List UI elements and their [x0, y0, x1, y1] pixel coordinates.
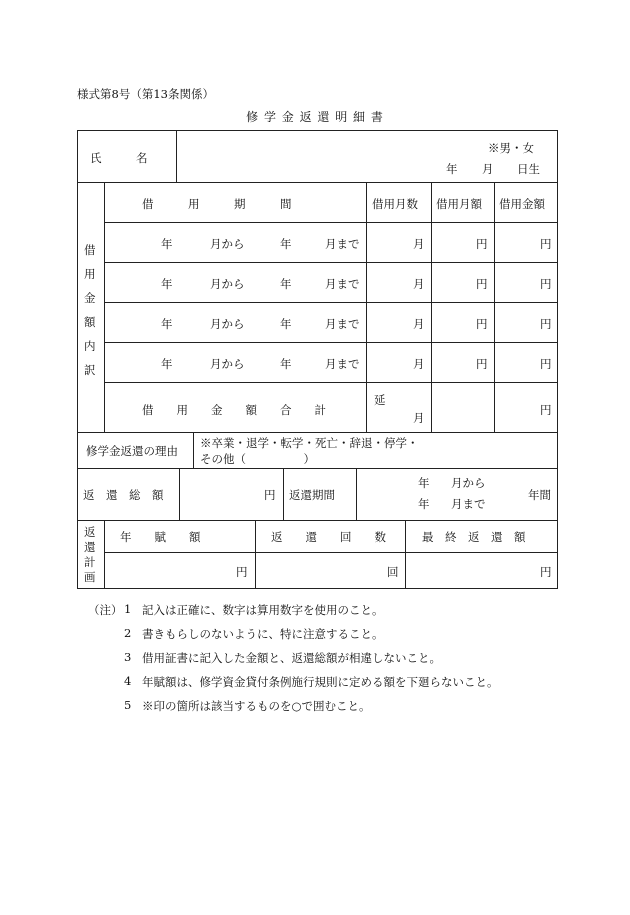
from-year: 年 — [161, 357, 173, 371]
note-number: 3 — [124, 650, 132, 664]
plan-count-unit: 回 — [387, 565, 399, 579]
to-month: 月まで — [325, 357, 360, 371]
loan-side-char: 借 — [84, 243, 96, 257]
to-year: 年 — [280, 357, 292, 371]
monthly-unit: 円 — [476, 237, 488, 251]
repay-total-unit: 円 — [264, 488, 276, 502]
form-number: 様式第8号（第13条関係） — [77, 87, 214, 101]
note-text: ※印の箇所は該当するものを○で囲むこと。 — [142, 699, 371, 713]
note-number: 2 — [124, 626, 132, 640]
loan-side-char: 訳 — [84, 363, 96, 377]
monthly-unit: 円 — [476, 357, 488, 371]
from-year: 年 — [161, 277, 173, 291]
repay-from-month: 月から — [451, 476, 486, 490]
total-months-unit: 月 — [413, 411, 425, 425]
loan-side-char: 額 — [84, 315, 96, 329]
gender-options: ※男・女 — [488, 141, 534, 155]
from-month: 月から — [210, 237, 245, 251]
plan-count-label: 返 還 回 数 — [271, 530, 386, 544]
reason-options-line1: ※卒業・退学・転学・死亡・辞退・停学・ — [200, 436, 419, 450]
plan-final-unit: 円 — [540, 565, 552, 579]
loan-total-label: 借 用 金 額 合 計 — [142, 403, 326, 417]
reason-options-line2: その他（ ） — [200, 452, 315, 466]
amount-unit: 円 — [540, 237, 552, 251]
plan-annual-label: 年 賦 額 — [120, 530, 201, 544]
amount-unit: 円 — [540, 317, 552, 331]
repay-years-unit: 年間 — [528, 488, 551, 502]
birth-year-unit: 年 — [446, 162, 458, 176]
notes-prefix: （注） — [88, 603, 123, 617]
header-period: 借 用 期 間 — [142, 197, 292, 211]
note-number: 1 — [124, 602, 132, 616]
loan-side-char: 内 — [84, 339, 96, 353]
months-unit: 月 — [413, 317, 425, 331]
amount-unit: 円 — [540, 277, 552, 291]
from-year: 年 — [161, 317, 173, 331]
name-label: 氏 名 — [90, 151, 148, 165]
to-month: 月まで — [325, 277, 360, 291]
note-number: 5 — [124, 698, 132, 712]
birth-month-unit: 月 — [482, 162, 494, 176]
header-amount: 借用金額 — [499, 197, 545, 211]
total-months-prefix: 延 — [374, 393, 386, 407]
plan-side-char: 返 — [84, 525, 96, 539]
note-text: 書きもらしのないように、特に注意すること。 — [142, 627, 384, 641]
note-number: 4 — [124, 674, 132, 688]
plan-annual-unit: 円 — [236, 565, 248, 579]
repay-to-year: 年 — [418, 497, 430, 511]
birth-day-unit: 日生 — [517, 162, 540, 176]
reason-label: 修学金返還の理由 — [86, 444, 178, 458]
amount-unit: 円 — [540, 357, 552, 371]
page-title: 修 学 金 返 還 明 細 書 — [246, 110, 384, 124]
to-year: 年 — [280, 277, 292, 291]
header-months: 借用月数 — [372, 197, 418, 211]
plan-side-char: 還 — [84, 540, 96, 554]
months-unit: 月 — [413, 237, 425, 251]
repay-period-label: 返還期間 — [289, 488, 335, 502]
plan-final-label: 最 終 返 還 額 — [422, 530, 526, 544]
monthly-unit: 円 — [476, 317, 488, 331]
total-amount-unit: 円 — [540, 403, 552, 417]
to-month: 月まで — [325, 237, 360, 251]
repay-to-month: 月まで — [451, 497, 486, 511]
from-month: 月から — [210, 357, 245, 371]
header-monthly: 借用月額 — [436, 197, 482, 211]
loan-side-char: 金 — [84, 291, 96, 305]
months-unit: 月 — [413, 277, 425, 291]
note-text: 借用証書に記入した金額と、返還総額が相違しないこと。 — [142, 651, 441, 665]
to-year: 年 — [280, 317, 292, 331]
from-month: 月から — [210, 277, 245, 291]
note-text: 年賦額は、修学資金貸付条例施行規則に定める額を下廻らないこと。 — [142, 675, 499, 689]
to-year: 年 — [280, 237, 292, 251]
repay-total-label: 返 還 総 額 — [83, 488, 164, 502]
to-month: 月まで — [325, 317, 360, 331]
plan-side-char: 画 — [84, 570, 96, 584]
repay-from-year: 年 — [418, 476, 430, 490]
from-month: 月から — [210, 317, 245, 331]
from-year: 年 — [161, 237, 173, 251]
months-unit: 月 — [413, 357, 425, 371]
monthly-unit: 円 — [476, 277, 488, 291]
plan-side-char: 計 — [84, 555, 96, 569]
loan-side-char: 用 — [84, 267, 96, 281]
note-text: 記入は正確に、数字は算用数字を使用のこと。 — [142, 603, 384, 617]
